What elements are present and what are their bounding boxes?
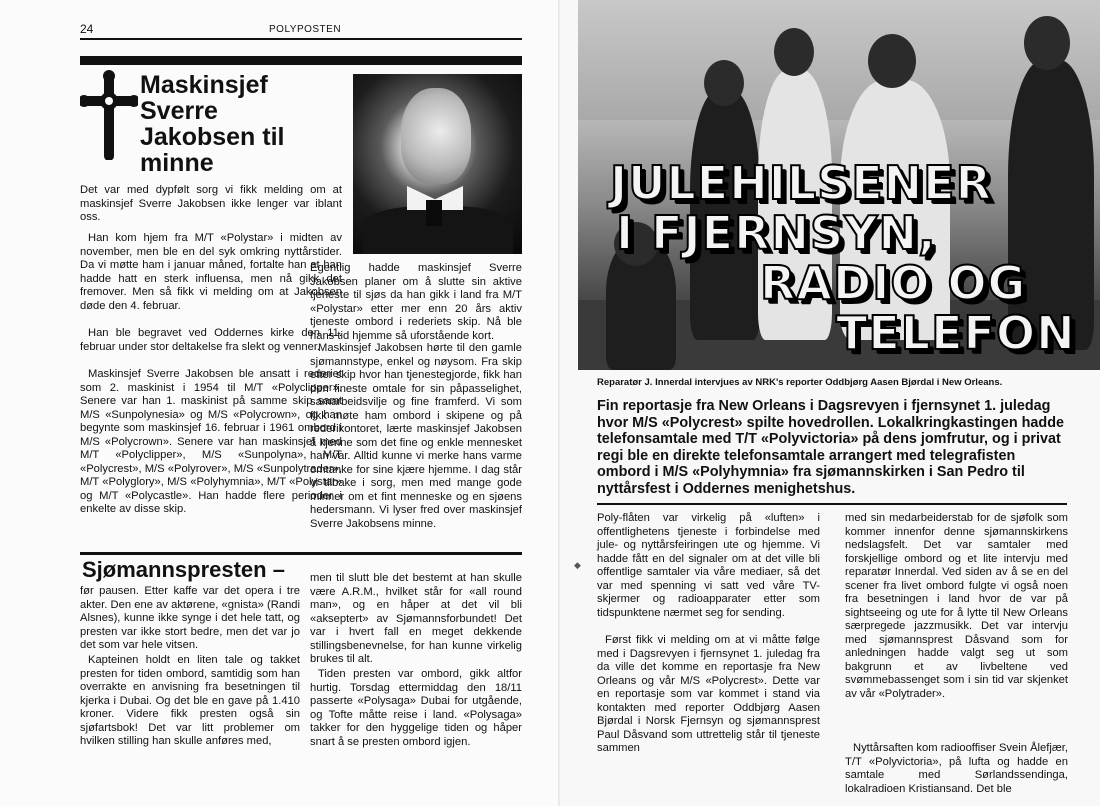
body-paragraph: Maskinsjef Jakobsen hørte til den gamle sjømannstype, enkel og nøysom. Fra skip etter skip hvor han tjenestegjorde, fikk han den fineste omtale for sin påpasselighet, samarbeidsvilje og fine framferd. Vi som fikk møte ham ombord i skipene og på rederikontoret, lærte maskinsjef Jakobsen å kjenne som det fine og enkle mennesket han var. Alltid kunne vi merke hans varme omtanke for sine kjære hjemme. I dag står vi tilbake i sorg, men med mange gode minner om et fint menneske og en sjøens hedersmann. Vi lyser fred over maskinsjef Sverre Jakobsens minne. — [310, 342, 522, 530]
title-line: RADIO OG — [760, 256, 1027, 310]
body-paragraph: Nyttårsaften kom radiooffiser Svein Ålefjær, T/T «Polyvictoria», på lufta og hadde en samtale med Sørlandssendinga, lokalradioen Kristiansand. Det ble — [845, 742, 1068, 795]
body-paragraph: Det var med dypfølt sorg vi fikk melding om at maskinsjef Sverre Jakobsen ikke lenger var iblant oss. — [80, 184, 342, 223]
section-headline: Sjømannspresten – — [82, 557, 285, 582]
body-paragraph: før pausen. Etter kaffe var det opera i tre akter. Den ene av aktørene, «gnista» (Randi Alsnes), kunne ikke synge i det hele tatt, og presten var ikke stort bedre, men det var jo det som var hele vitsen. — [80, 585, 300, 651]
body-paragraph: Han ble begravet ved Oddernes kirke den 11. februar under stor deltakelse fra slekt og venner. — [80, 327, 342, 353]
photo-caption: Reparatør J. Innerdal intervjues av NRK's reporter Oddbjørg Aasen Bjørdal i New Orleans. — [597, 377, 1003, 388]
memorial-cross-icon — [80, 70, 138, 160]
header-rule — [80, 38, 522, 40]
body-paragraph: Kapteinen holdt en liten tale og takket presten for tiden ombord, samtidig som han overrakte en anvisning fra besetningen til kjerka i Dubai. Og det ble en gave på 1.410 kroner. Videre fikk presten også sin sjøfartsbok! Det var litt problemer om hvilken stilling han skulle anføres med, — [80, 654, 300, 747]
body-paragraph: Poly-flåten var virkelig på «luften» i offentlighetens tjeneste i forbindelse med jule- og nyttårsfeiringen ute og hjemme. Vi hadde fått en del signaler om at det ville bli offentlige samtaler via våre mediaer, så det var med spenning vi satt ved våre TV-skjermer og radioapparater etter som tidspunktene nærmet seg for sending. — [597, 512, 820, 619]
feature-title-art — [610, 158, 1096, 358]
running-head: POLYPOSTEN — [269, 24, 342, 35]
article-top-rule — [80, 56, 522, 65]
body-paragraph: men til slutt ble det bestemt at han skulle være A.R.M., hvilket står for «all round man», og en håper at det vil bli «akseptert» av Sjømannsforbundet! Det var i hvert fall en meget dekkende stillingsbenevnelse, for han kunne virkelig brukes til alt. — [310, 572, 522, 665]
title-line: JULEHILSENER — [610, 156, 993, 210]
body-paragraph: Egentlig hadde maskinsjef Sverre Jakobsen planer om å slutte sin aktive tjeneste til sjøs da han gikk i land fra M/T «Polystar» etter mer enn 20 års aktiv tjeneste ombord i rederiets skip. Nå ble hans tid hjemme så uforstående kort. — [310, 262, 522, 342]
title-line: I FJERNSYN, — [616, 206, 937, 260]
body-paragraph: Først fikk vi melding om at vi måtte følge med i Dagsrevyen i fjernsynet 1. juledag fra da ville det komme en reportasje fra New Orleans og vår M/S «Polycrest». Dette var en reportasje som var kommet i stand via kontakten med reporter Oddbjørg Aasen Bjørdal i Norsk Fjernsyn og sjømannsprest Paul Dåsvand som uttrettelig står til tjeneste sammen — [597, 634, 820, 754]
body-paragraph: Han kom hjem fra M/T «Polystar» i midten av november, men ble en del syk omkring nyttårstider. Da vi møtte ham i januar måned, fortalte han at han hadde hatt en sterk influensa, men nå gikk det fremover. Men så fikk vi melding om at Jakobsen døde den 4. februar. — [80, 232, 342, 312]
page-number: 24 — [80, 22, 94, 36]
article-lead: Fin reportasje fra New Orleans i Dagsrevyen i fjernsynet 1. juledag hvor M/S «Polycrest» spilte hovedrollen. Lokalkringkastingen hadde telefonsamtale med T/T «Polyvictoria» på dens jomfrutur, og i privat regi ble en direkte telefonsamtale arrangert med telegrafisten ombord i M/S «Polyhymnia» fra sjømannskirken i San Pedro til nyttårsfest i Oddernes menighetshus. — [597, 398, 1065, 497]
margin-mark: ◆ — [574, 560, 581, 570]
body-paragraph: Maskinsjef Sverre Jakobsen ble ansatt i rederiet som 2. maskinist i 1954 til M/T «Polyclipper». Senere var han 1. maskinist på samme skip samt M/S «Sunpolynesia» og M/S «Polycrown», og han begynte som maskinsjef 16. februar i 1961 ombord i M/S «Polycrown». Senere var han maskinsjef med M/T «Polyclipper», M/S «Sunpolyna», M/T «Polycrest», M/S «Polyrover», M/S «Sunpolytrader», M/T «Polyglory», M/S «Polyhymnia», M/T «Polystar» og M/T «Polycastle». Han hadde flere perioder i enkelte av disse skip. — [80, 368, 342, 515]
portrait-photo — [353, 74, 522, 254]
article-headline: Maskinsjef Sverre Jakobsen til minne — [140, 71, 285, 177]
section-rule — [80, 552, 522, 555]
title-line: TELEFON — [836, 306, 1076, 360]
body-paragraph: med sin medarbeiderstab for de sjøfolk som kommer innenfor denne sjømannskirkens nedslagsfelt. Det var samtaler med forskjellige ombord og et lite intervju med reparatør Innerdal. Ved siden av å se en del scener fra livet ombord fulgte vi også noen fra besetningen i land hvor de var på sightseeing og ute for å lytte til New Orleans særpregede jazzmusikk. Det var intervju med sjømannsprest Dåsvand som for anledningen hadde valgt seg ut som bakgrunn et av livbeltene ved svømmebassenget som i sin tid var skjenket av vår «Polytrader». — [845, 512, 1068, 700]
body-paragraph: Tiden presten var ombord, gikk altfor hurtig. Torsdag ettermiddag den 18/11 passerte «Polysaga» Dubai for utgående, og Tofte måtte reise i land. «Polysaga» takker for den hyggelige tiden og håper snart å se presten ombord igjen. — [310, 668, 522, 748]
lead-rule — [597, 503, 1067, 505]
